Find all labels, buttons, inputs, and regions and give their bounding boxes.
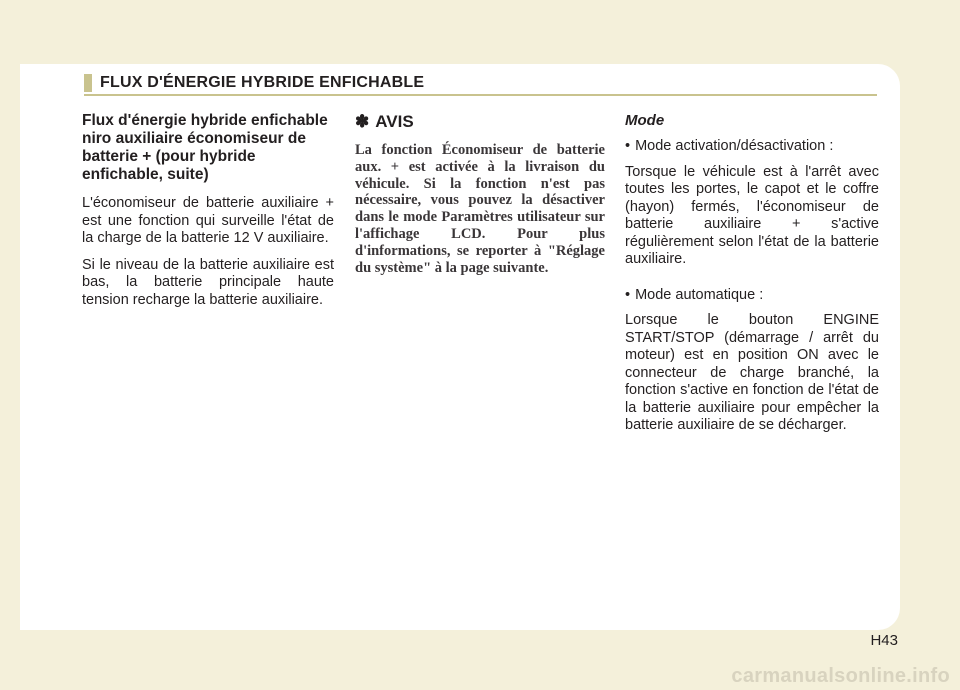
mode-item-description: Lorsque le bouton ENGINE START/STOP (démarrage / arrêt du moteur) est en position ON avec le connecteur de charge branché, la fonction s'active en fonction de l'état de la batterie auxiliaire pour empêcher la batterie auxiliaire de se décharger.	[625, 312, 879, 433]
mode-heading: Mode	[625, 112, 665, 129]
watermark: carmanualsonline.info	[731, 665, 950, 687]
header-divider	[84, 94, 877, 96]
mode-item-label-text: Mode activation/désactivation :	[635, 138, 834, 154]
asterisk-icon: ✽	[355, 112, 370, 131]
paragraph-1: L'économiseur de batterie auxiliaire + est une fonction qui surveille l'état de la charge de la batterie 12 V auxiliaire.	[82, 195, 334, 246]
section-header-title: FLUX D'ÉNERGIE HYBRIDE ENFICHABLE	[100, 74, 425, 91]
page-number: H43	[870, 632, 898, 649]
mode-item-description: Torsque le véhicule est à l'arrêt avec toutes les portes, le capot et le coffre (hayon) fermés, l'économiseur de batterie auxiliaire + s'active régulièrement selon l'état de la batterie auxiliaire.	[625, 163, 879, 267]
notice-title: AVIS	[375, 112, 414, 131]
header-accent-tab	[84, 74, 92, 92]
mode-item-label-text: Mode automatique :	[635, 286, 764, 303]
bullet-icon: •	[625, 138, 631, 154]
notice-text: La fonction Économiseur de batterie aux. + est activée à la livraison du véhicule. Si la fonction n'est pas nécessaire, vous pouvez la désactiver dans le mode Paramètres utilisateur sur l'affichage LCD. Pour plus d'informations, se reporter à "Réglage du système" à la page suivante.	[355, 142, 605, 276]
paragraph-2: Si le niveau de la batterie auxiliaire est bas, la batterie principale haute tension recharge la batterie auxiliaire.	[82, 256, 334, 308]
section-heading: Flux d'énergie hybride enfichable niro auxiliaire économiseur de batterie + (pour hybride enfichable, suite)	[82, 112, 328, 183]
column-left	[82, 112, 334, 318]
mode-item-label	[625, 287, 879, 305]
mode-item-label	[625, 138, 879, 156]
column-middle	[355, 112, 605, 276]
column-right	[625, 112, 879, 453]
notice-heading	[355, 112, 605, 132]
bullet-icon: •	[625, 286, 631, 303]
